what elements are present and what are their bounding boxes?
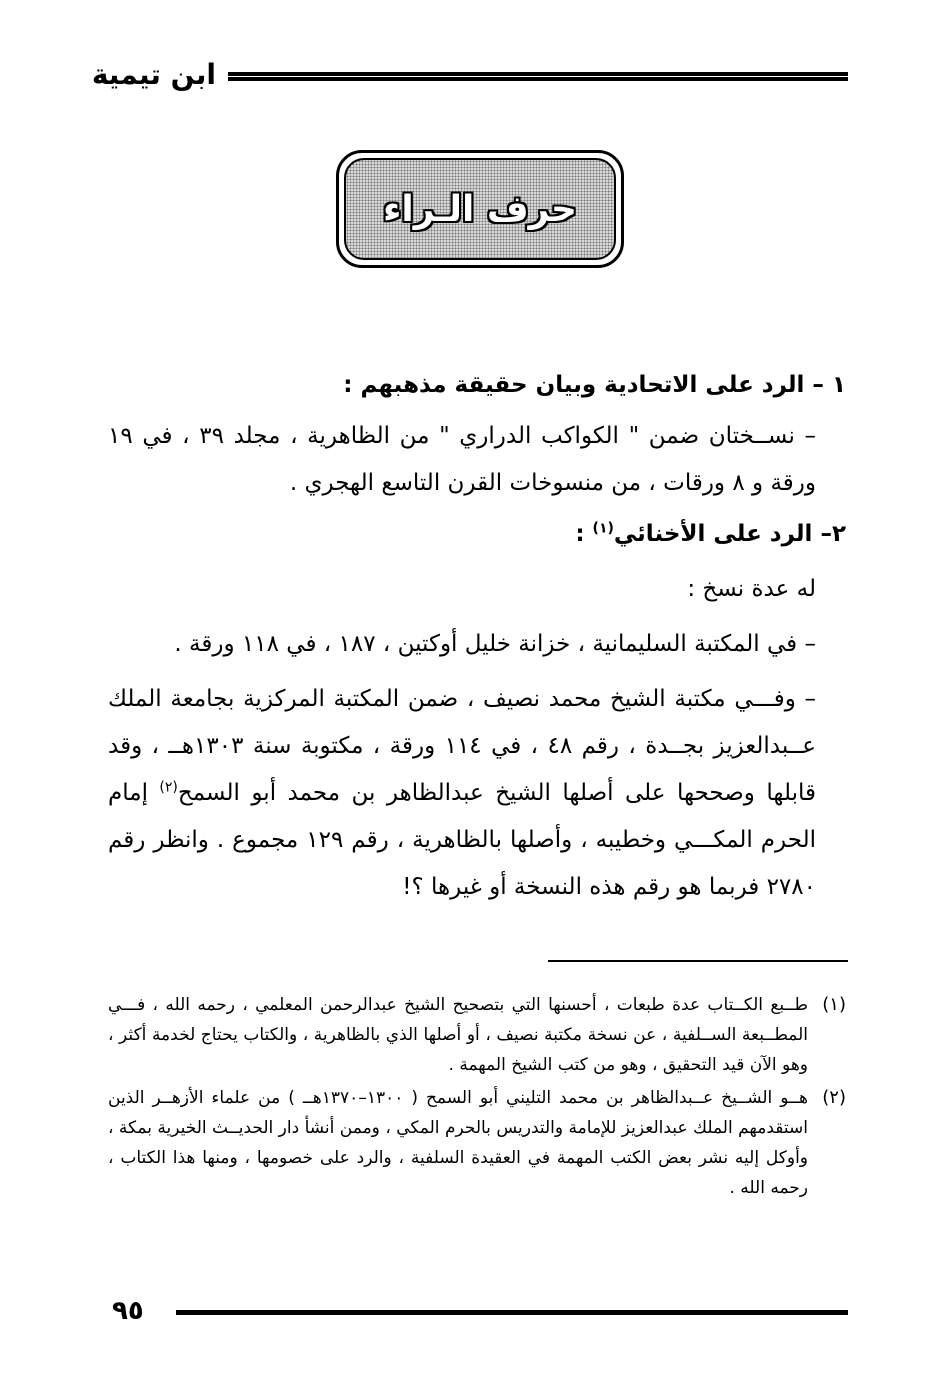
footnote-2-number: (٢) (822, 1087, 846, 1108)
entry-2-title-text: ٢– الرد على الأخنائي (613, 521, 846, 547)
footnote-1-text: طــبع الكــتاب عدة طبعات ، أحسنها التي بتصحيح الشيخ عبدالرحمن المعلمي ، رحمه الله ، فـــي المطــبعة الســلفية ، عن نسخة مكتبة نصيف ، أو أصلها الذي بالظاهرية ، والكتاب يحتاج لخدمة أكثر ، وهو الآن قيد التحقيق ، وهو من كتب الشيخ المهمة . (108, 995, 808, 1075)
footnote-ref-2[interactable]: (٢) (159, 779, 178, 796)
entry-2-copy-2-text-a: – وفـــي مكتبة الشيخ محمد نصيف ، ضمن المكتبة المركزية بجامعة الملك عــبدالعزيز بجــدة ، رقم ٤٨ ، في ١١٤ ورقة ، مكتوبة سنة ١٣٠٣هــ ، وقد قابلها وصححها على أصلها الشيخ عبدالظاهر بن محمد أبو السمح (108, 686, 817, 806)
entry-2-copy-2 (108, 676, 846, 911)
footer-rule (176, 1310, 848, 1315)
entry-2-title-colon: : (575, 521, 593, 547)
entry-1-paragraph: – نســختان ضمن " الكواكب الدراري " من الظاهرية ، مجلد ٣٩ ، في ١٩ ورقة و ٨ ورقات ، من منسوخات القرن التاسع الهجري . (108, 423, 816, 496)
footnote-1 (108, 990, 846, 1080)
entry-2-copies-intro: له عدة نسخ : (687, 576, 816, 602)
footnote-2 (108, 1083, 846, 1203)
section-heading-title: حرف الـراء (383, 188, 577, 230)
section-heading-frame (336, 150, 624, 268)
running-header-title: ابن تيمية (91, 58, 216, 91)
footnote-1-number: (١) (822, 994, 846, 1015)
entry-2-title (108, 511, 846, 558)
section-heading-panel (344, 158, 616, 260)
footnote-separator (548, 960, 848, 962)
entry-2-copy-1: – في المكتبة السليمانية ، خزانة خليل أوكتين ، ١٨٧ ، في ١١٨ ورقة . (174, 631, 816, 657)
footnote-ref-1[interactable]: (١) (592, 520, 614, 537)
main-text (108, 362, 846, 911)
footnote-2-text: هــو الشــيخ عــبدالظاهر بن محمد التليني أبو السمح ( ١٣٠٠–١٣٧٠هــ ) من علماء الأزهــر الذين استقدمهم الملك عبدالعزيز للإمامة والتدريس بالحرم المكي ، وممن أنشأ دار الحديــث الخيرية بمكة ، وأوكل إليه نشر بعض الكتب المهمة في العقيدة السلفية ، والرد على خصومها ، ومنها هذا الكتاب ، رحمه الله . (108, 1088, 808, 1198)
header-double-rule (228, 72, 848, 81)
entry-2-copy-2-text-b: إمام الحرم المكـــي وخطيبه ، وأصلها بالظاهرية ، رقم ١٢٩ مجموع . وانظر رقم ٢٧٨٠ فربما هو رقم هذه النسخة أو غيرها ؟! (108, 780, 816, 900)
page-number: ٩٥ (112, 1296, 144, 1326)
footnotes (108, 990, 846, 1206)
entry-1-title: ١ – الرد على الاتحادية وبيان حقيقة مذهبهم : (343, 372, 846, 398)
